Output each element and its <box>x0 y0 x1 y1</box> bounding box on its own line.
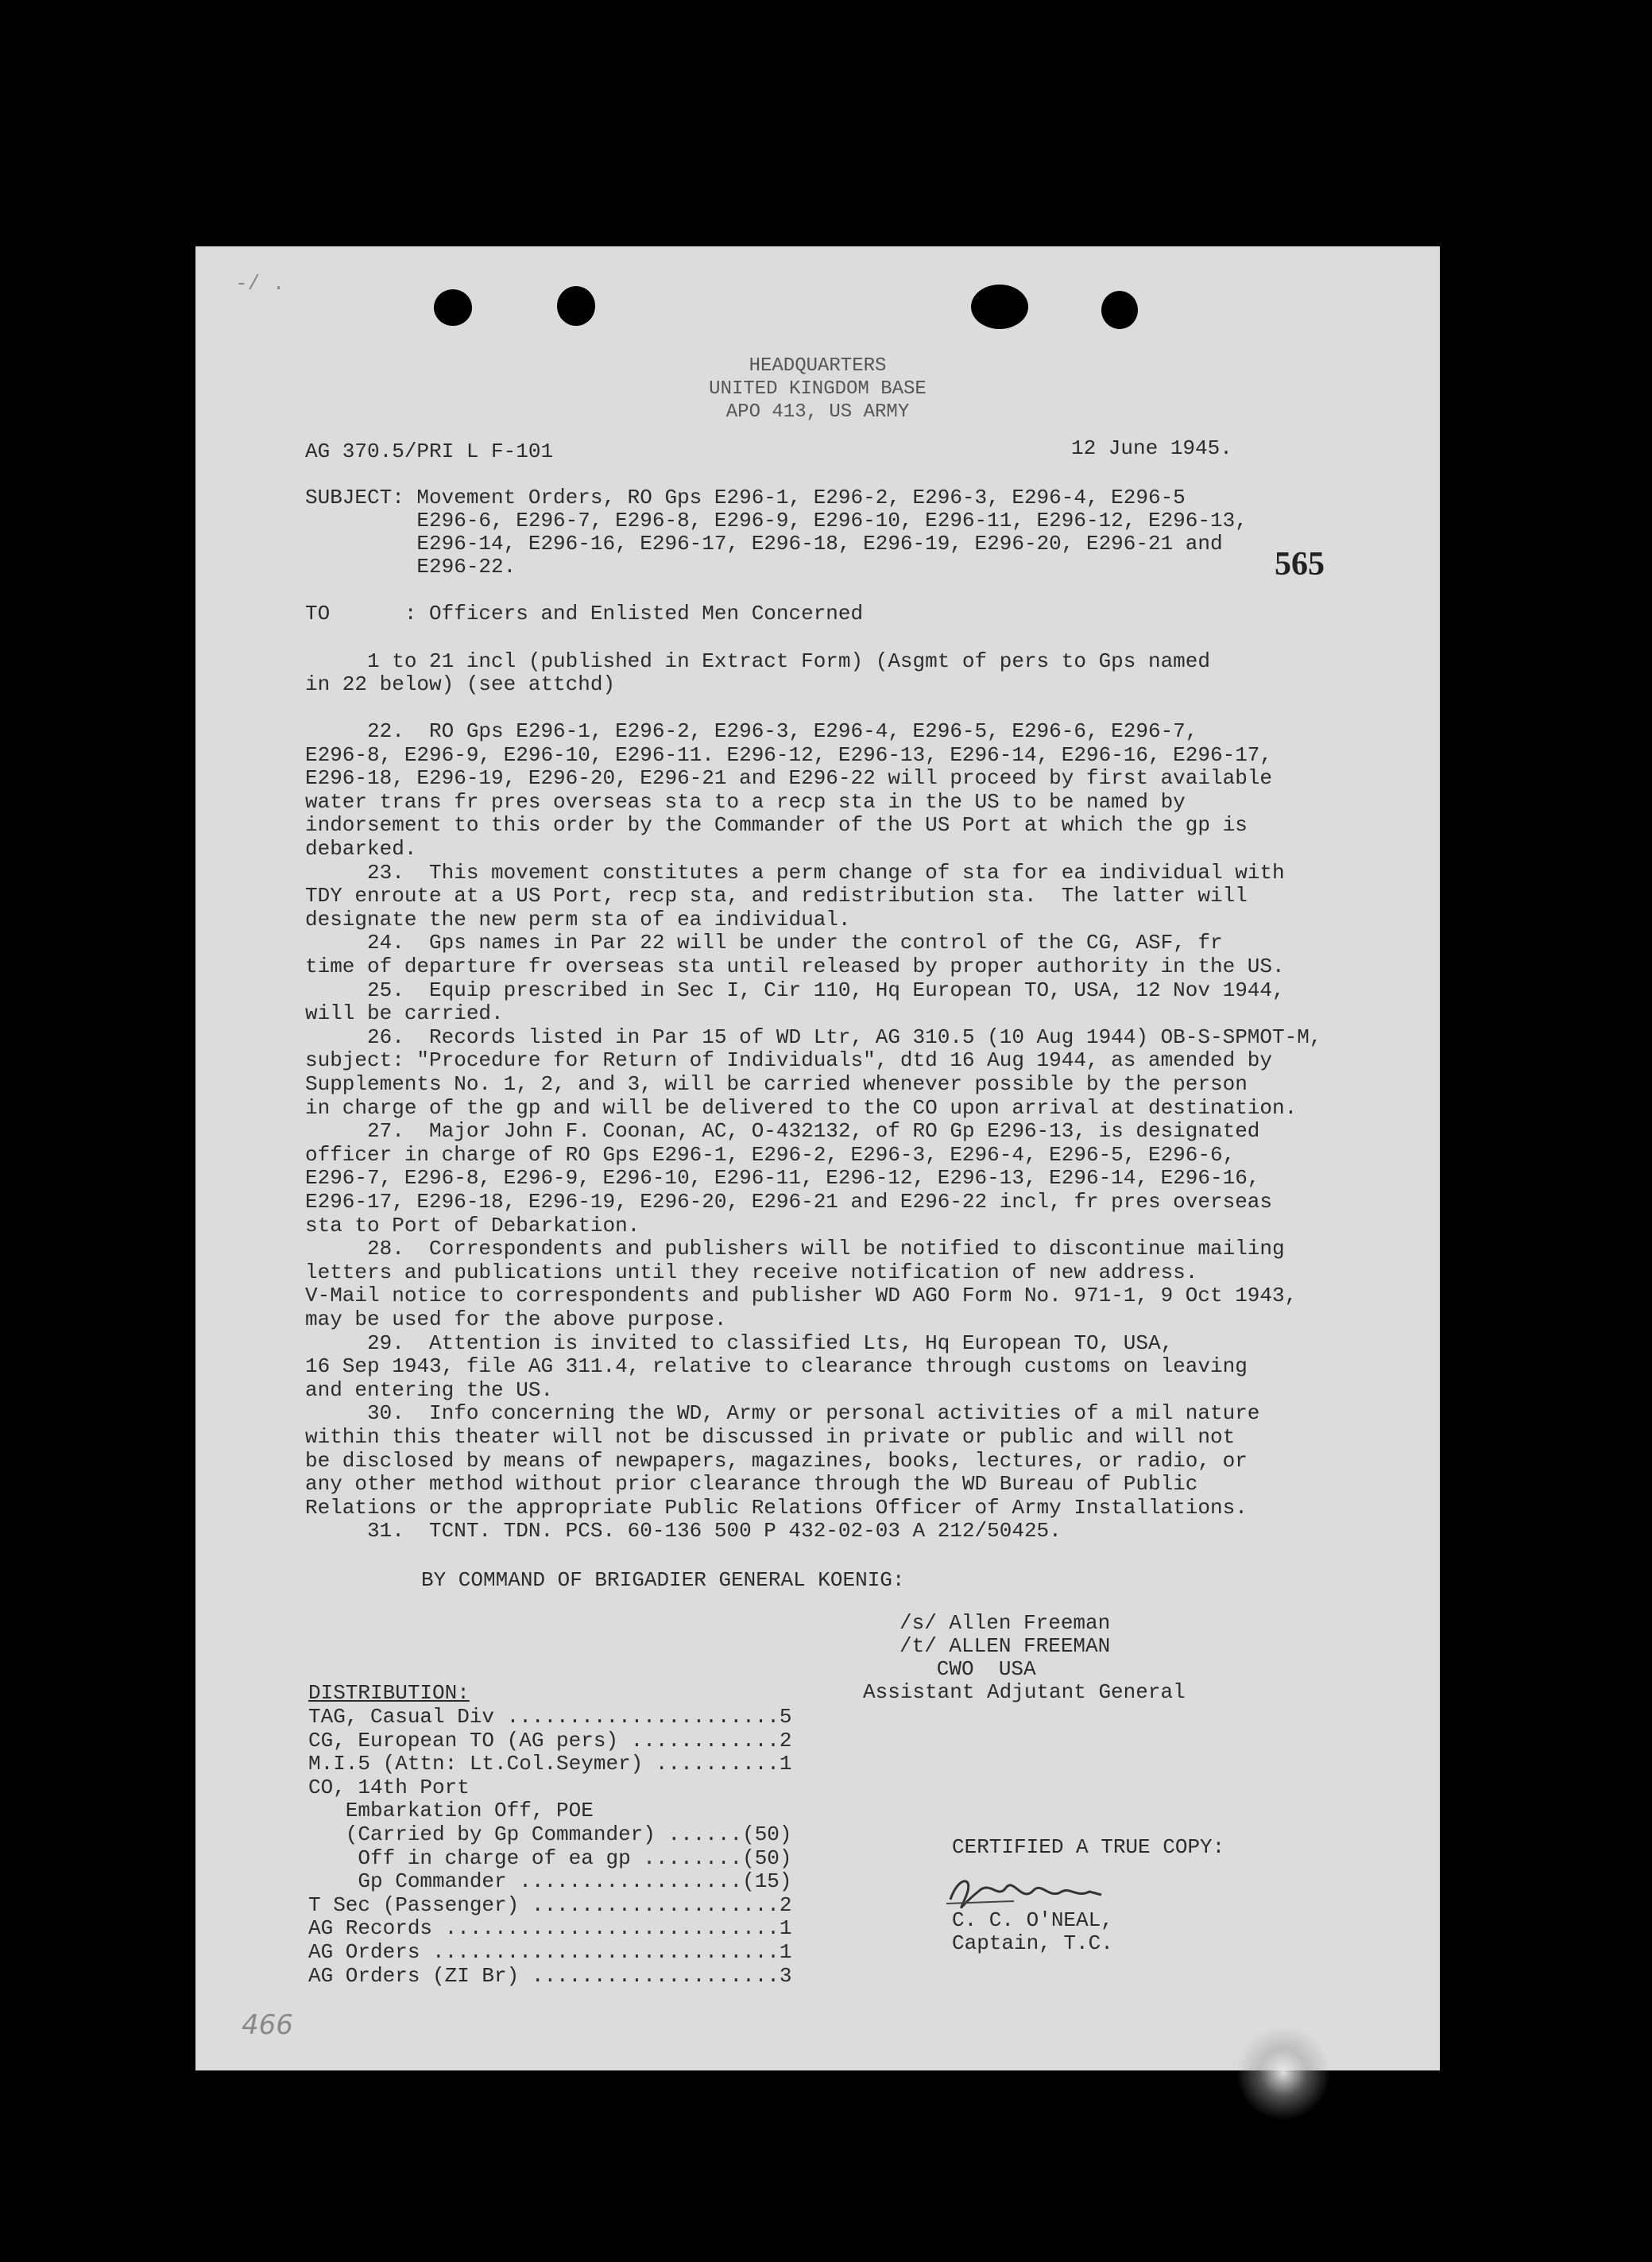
body-line: sta to Port of Debarkation. <box>305 1213 640 1238</box>
subject-line: E296-14, E296-16, E296-17, E296-18, E296-19, E296-20, E296-21 and <box>305 532 1223 556</box>
distribution-line: Embarkation Off, POE <box>308 1799 594 1823</box>
body-line: E296-18, E296-19, E296-20, E296-21 and E296-22 will proceed by first available <box>305 766 1272 791</box>
distribution-line: AG Records ...........................1 <box>308 1916 792 1941</box>
body-line: 26. Records listed in Par 15 of WD Ltr, AG 310.5 (10 Aug 1944) OB-S-SPMOT-M, <box>305 1024 1322 1049</box>
punch-hole <box>557 286 595 326</box>
body-line: 25. Equip prescribed in Sec I, Cir 110, Hq European TO, USA, 12 Nov 1944, <box>305 978 1285 1002</box>
body-line: water trans fr pres overseas sta to a recp sta in the US to be named by <box>305 789 1186 814</box>
body-line: Relations or the appropriate Public Relations Officer of Army Installations. <box>305 1495 1248 1520</box>
body-line: 30. Info concerning the WD, Army or personal activities of a mil nature <box>305 1401 1260 1426</box>
body-line: indorsement to this order by the Commander of the US Port at which the gp is <box>305 813 1248 838</box>
body-line: and entering the US. <box>305 1377 554 1402</box>
subject-line: E296-22. <box>305 555 516 579</box>
body-line: in charge of the gp and will be delivered to the CO upon arrival at destination. <box>305 1095 1298 1120</box>
body-line: E296-7, E296-8, E296-9, E296-10, E296-11, E296-12, E296-13, E296-14, E296-16, <box>305 1166 1260 1191</box>
body-line: 22. RO Gps E296-1, E296-2, E296-3, E296-4, E296-5, E296-6, E296-7, <box>305 719 1198 743</box>
body-line: TDY enroute at a US Port, recp sta, and redistribution sta. The latter will <box>305 884 1248 908</box>
document-page <box>195 246 1440 2070</box>
distribution-line: (Carried by Gp Commander) ......(50) <box>308 1822 792 1846</box>
distribution-line: Gp Commander ..................(15) <box>308 1869 792 1894</box>
signature-line: CWO USA <box>900 1657 1036 1681</box>
signature-line: Assistant Adjutant General <box>863 1680 1186 1704</box>
distribution-heading: DISTRIBUTION: <box>308 1681 470 1705</box>
body-line: V-Mail notice to correspondents and publisher WD AGO Form No. 971-1, 9 Oct 1943, <box>305 1284 1298 1308</box>
body-line: subject: "Procedure for Return of Individuals", dtd 16 Aug 1944, as amended by <box>305 1048 1272 1073</box>
page-number: 565 <box>1275 546 1325 583</box>
corner-mark: -/ . <box>235 272 285 296</box>
certification-heading: CERTIFIED A TRUE COPY: <box>952 1835 1225 1859</box>
punch-hole <box>971 285 1028 329</box>
scanner-light-spot <box>1236 2025 1331 2121</box>
distribution-line: Off in charge of ea gp ........(50) <box>308 1846 792 1870</box>
body-line: 23. This movement constitutes a perm change of sta for ea individual with <box>305 860 1285 885</box>
body-line: 27. Major John F. Coonan, AC, O-432132, of RO Gp E296-13, is designated <box>305 1119 1260 1144</box>
intro-line: in 22 below) (see attchd) <box>305 672 616 696</box>
distribution-line: TAG, Casual Div ......................5 <box>308 1705 792 1729</box>
letterhead-line: UNITED KINGDOM BASE <box>709 378 927 400</box>
body-line: 24. Gps names in Par 22 will be under the control of the CG, ASF, fr <box>305 931 1223 955</box>
addressee-line: TO : Officers and Enlisted Men Concerned <box>305 602 864 626</box>
distribution-line: CO, 14th Port <box>308 1775 470 1799</box>
body-line: letters and publications until they receive notification of new address. <box>305 1260 1198 1284</box>
pencil-annotation: 466 <box>242 2009 293 2041</box>
punch-hole <box>1101 291 1138 329</box>
body-line: E296-8, E296-9, E296-10, E296-11. E296-12, E296-13, E296-14, E296-16, E296-17, <box>305 742 1272 767</box>
body-line: designate the new perm sta of ea individual. <box>305 907 851 932</box>
subject-line: E296-6, E296-7, E296-8, E296-9, E296-10, E296-11, E296-12, E296-13, <box>305 509 1248 533</box>
reference-number: AG 370.5/PRI L F-101 <box>305 440 554 463</box>
body-line: 16 Sep 1943, file AG 311.4, relative to clearance through customs on leaving <box>305 1354 1248 1379</box>
body-line: time of departure fr overseas sta until released by proper authority in the US. <box>305 955 1285 978</box>
body-line: debarked. <box>305 837 417 861</box>
signature-line: /s/ Allen Freeman <box>900 1611 1111 1635</box>
body-line: any other method without prior clearance through the WD Bureau of Public <box>305 1472 1198 1497</box>
body-line: within this theater will not be discussed in private or public and will not <box>305 1425 1236 1449</box>
body-line: will be carried. <box>305 1001 504 1026</box>
certifying-officer-rank: Captain, T.C. <box>952 1931 1113 1955</box>
document-date: 12 June 1945. <box>1071 436 1232 460</box>
subject-line: SUBJECT: Movement Orders, RO Gps E296-1, E296-2, E296-3, E296-4, E296-5 <box>305 486 1186 509</box>
letterhead-line: APO 413, US ARMY <box>725 401 910 423</box>
body-line: E296-17, E296-18, E296-19, E296-20, E296-21 and E296-22 incl, fr pres overseas <box>305 1190 1272 1214</box>
distribution-line: AG Orders (ZI Br) ....................3 <box>308 1963 792 1988</box>
body-line: 29. Attention is invited to classified Lts, Hq European TO, USA, <box>305 1330 1174 1355</box>
distribution-line: M.I.5 (Attn: Lt.Col.Seymer) ..........1 <box>308 1752 792 1776</box>
body-line: officer in charge of RO Gps E296-1, E296-2, E296-3, E296-4, E296-5, E296-6, <box>305 1142 1236 1167</box>
body-line: be disclosed by means of newpapers, magazines, books, lectures, or radio, or <box>305 1448 1248 1473</box>
command-line: BY COMMAND OF BRIGADIER GENERAL KOENIG: <box>421 1568 905 1592</box>
certifying-officer-name: C. C. O'NEAL, <box>952 1908 1113 1932</box>
distribution-line: AG Orders ............................1 <box>308 1940 792 1964</box>
intro-line: 1 to 21 incl (published in Extract Form) (Asgmt of pers to Gps named <box>305 649 1210 673</box>
distribution-line: CG, European TO (AG pers) ............2 <box>308 1728 792 1753</box>
body-line: Supplements No. 1, 2, and 3, will be carried whenever possible by the person <box>305 1072 1248 1096</box>
signature-line: /t/ ALLEN FREEMAN <box>900 1634 1111 1658</box>
body-line: 31. TCNT. TDN. PCS. 60-136 500 P 432-02-03 A 212/50425. <box>305 1519 1062 1544</box>
letterhead-line: HEADQUARTERS <box>749 355 887 377</box>
body-line: 28. Correspondents and publishers will be notified to discontinue mailing <box>305 1237 1285 1261</box>
punch-hole <box>434 289 472 326</box>
body-line: may be used for the above purpose. <box>305 1307 727 1331</box>
distribution-line: T Sec (Passenger) ....................2 <box>308 1892 792 1917</box>
